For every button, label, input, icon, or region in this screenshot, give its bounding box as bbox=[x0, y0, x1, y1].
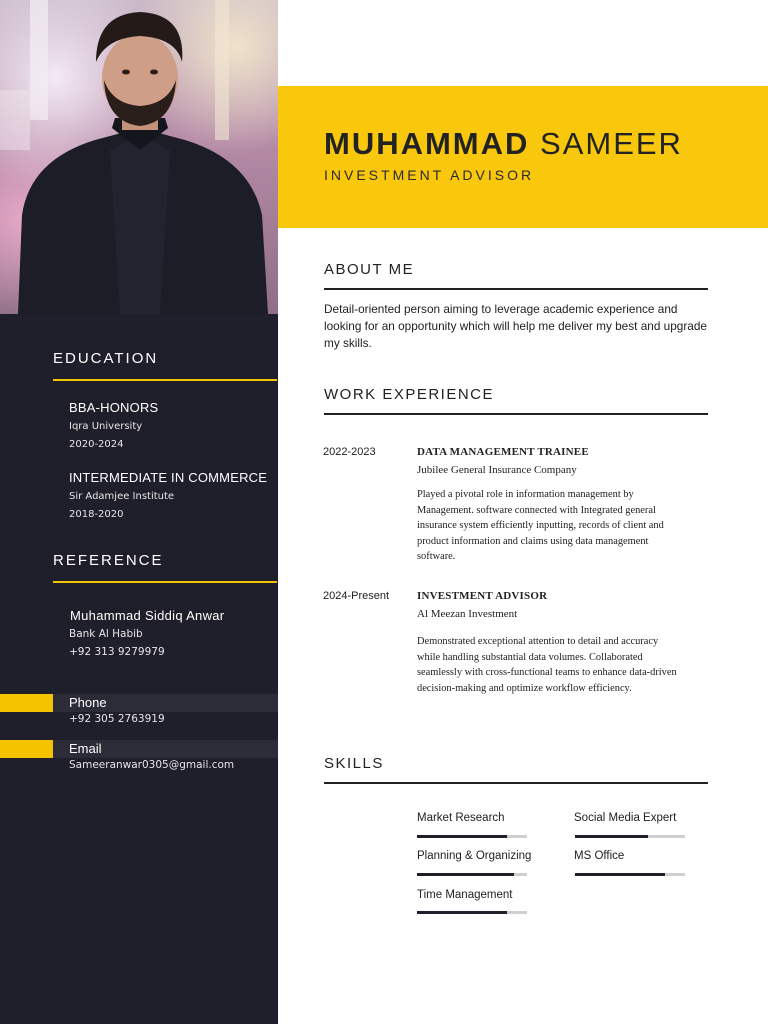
skills-divider bbox=[324, 782, 708, 784]
profile-photo bbox=[0, 0, 278, 314]
job-description: Played a pivotal role in information management by Management. software connected with Integrated general insurance system efficiently inputting, records of client and product information and claims using data management software. bbox=[417, 489, 664, 562]
education-years: 2020-2024 bbox=[69, 439, 124, 450]
email-bar bbox=[0, 740, 278, 758]
experience-divider bbox=[324, 413, 708, 415]
skills-heading: SKILLS bbox=[324, 755, 384, 772]
skill-bar-fill bbox=[417, 873, 514, 876]
last-name: SAMEER bbox=[540, 126, 683, 161]
education-school: Iqra University bbox=[69, 421, 143, 432]
reference-org: Bank Al Habib bbox=[69, 628, 143, 640]
phone-label: Phone bbox=[69, 695, 107, 710]
email-value: Sameeranwar0305@gmail.com bbox=[69, 759, 235, 771]
education-item bbox=[69, 470, 267, 520]
skill-bar bbox=[417, 835, 527, 838]
portrait-illustration bbox=[0, 0, 278, 314]
education-heading: EDUCATION bbox=[53, 350, 159, 367]
reference-heading: REFERENCE bbox=[53, 552, 164, 569]
phone-value: +92 305 2763919 bbox=[69, 713, 165, 725]
skill-bar-fill bbox=[417, 835, 507, 838]
header-band bbox=[278, 86, 768, 228]
skill-bar bbox=[575, 835, 685, 838]
about-text: Detail-oriented person aiming to leverage academic experience and looking for an opportunity which will help me deliver my best and upgrade my skills. bbox=[324, 302, 707, 350]
job-description: Demonstrated exceptional attention to detail and accuracy while handling substantial data volumes. Collaborated seamlessly with cross-functional teams to enhance data-driven decision-making and optimize workflow efficiency. bbox=[417, 636, 677, 694]
skill-bar-fill bbox=[417, 911, 507, 914]
sidebar bbox=[0, 0, 278, 1024]
skill-bar-fill bbox=[575, 835, 648, 838]
skill-label: Market Research bbox=[417, 812, 505, 824]
email-label: Email bbox=[69, 741, 102, 756]
about-divider bbox=[324, 288, 708, 290]
reference-divider bbox=[53, 581, 277, 583]
skill-bar bbox=[575, 873, 685, 876]
full-name bbox=[324, 126, 683, 162]
skill-label: Social Media Expert bbox=[574, 812, 677, 824]
skill-bar-fill bbox=[575, 873, 665, 876]
about-heading: ABOUT ME bbox=[324, 261, 415, 278]
job-date: 2022-2023 bbox=[323, 446, 376, 458]
reference-name: Muhammad Siddiq Anwar bbox=[70, 608, 225, 623]
phone-accent bbox=[0, 694, 53, 712]
skill-label: Time Management bbox=[417, 889, 513, 901]
skill-bar bbox=[417, 873, 527, 876]
job-entry bbox=[417, 590, 682, 696]
job-date: 2024-Present bbox=[323, 590, 389, 602]
education-school: Sir Adamjee Institute bbox=[69, 491, 175, 502]
education-years: 2018-2020 bbox=[69, 509, 124, 520]
experience-heading: WORK EXPERIENCE bbox=[324, 386, 495, 403]
email-accent bbox=[0, 740, 53, 758]
phone-bar bbox=[0, 694, 278, 712]
education-degree: BBA-HONORS bbox=[69, 400, 159, 415]
skill-label: Planning & Organizing bbox=[417, 850, 532, 862]
job-company: Al Meezan Investment bbox=[417, 608, 518, 620]
job-entry bbox=[417, 446, 682, 565]
job-title: INVESTMENT ADVISOR bbox=[324, 167, 535, 183]
education-item bbox=[69, 400, 158, 450]
job-role: DATA MANAGEMENT TRAINEE bbox=[417, 446, 589, 458]
first-name: MUHAMMAD bbox=[324, 126, 530, 161]
skill-label: MS Office bbox=[574, 850, 625, 862]
reference-phone: +92 313 9279979 bbox=[69, 646, 165, 658]
education-degree: INTERMEDIATE IN COMMERCE bbox=[69, 470, 268, 485]
job-role: INVESTMENT ADVISOR bbox=[417, 590, 548, 602]
education-divider bbox=[53, 379, 277, 381]
job-company: Jubilee General Insurance Company bbox=[417, 464, 577, 476]
skill-bar bbox=[417, 911, 527, 914]
